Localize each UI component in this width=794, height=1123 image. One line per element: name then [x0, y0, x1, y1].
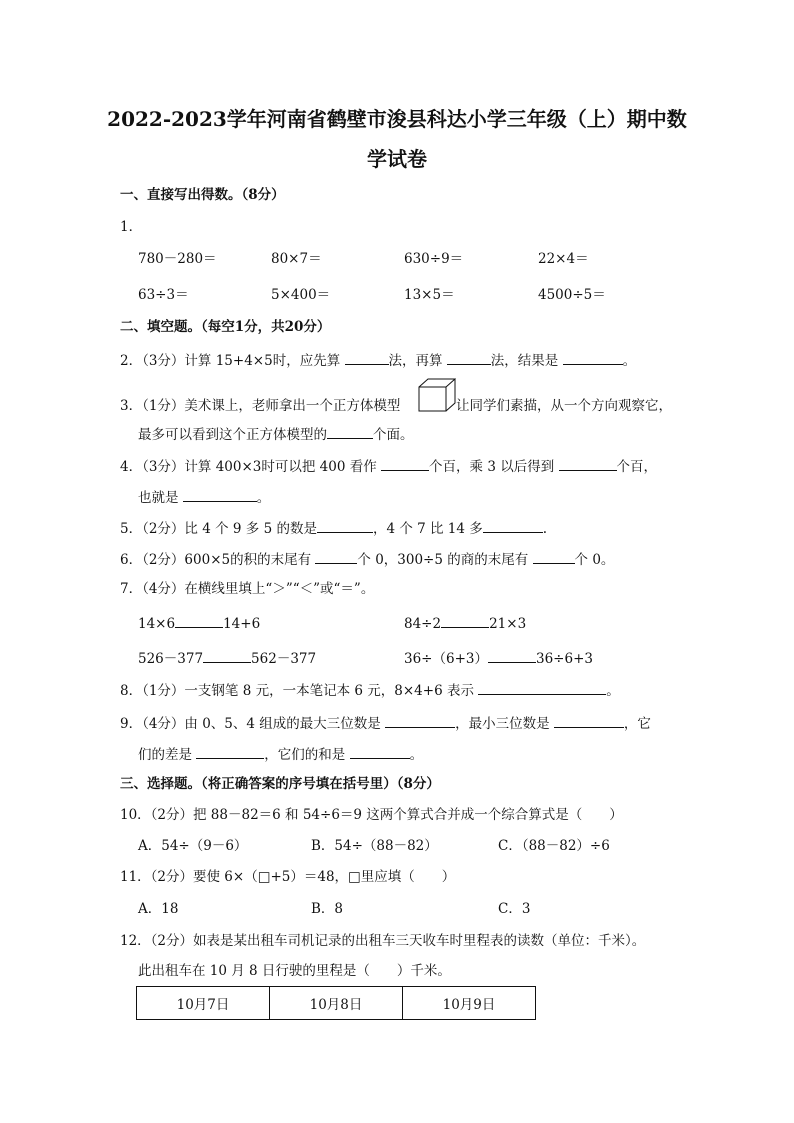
q5-text-c: . [542, 521, 548, 537]
table-header-cell: 10月8日 [270, 987, 403, 1020]
q5-blank-1[interactable] [317, 518, 373, 533]
question-4-line2 [138, 487, 270, 507]
question-9-line2 [138, 744, 423, 764]
q2-blank-3[interactable] [563, 350, 623, 365]
q6-text-c: 个 0。 [574, 552, 615, 568]
q7-item-4 [404, 648, 593, 668]
q5-text-b: ，4 个 7 比 14 多 [372, 521, 483, 537]
q1-r2-c1: 63÷3＝ [138, 287, 189, 303]
question-6 [120, 549, 614, 569]
q2-blank-2[interactable] [447, 350, 491, 365]
q10-option-b[interactable]: B．54÷（88－82） [311, 838, 438, 854]
section-1-heading: 一、直接写出得数。（8分） [120, 187, 285, 203]
question-8 [120, 680, 620, 700]
q9-text-c: ，它 [623, 716, 651, 732]
q4-blank-2[interactable] [559, 456, 617, 471]
page-title-line2: 学试卷 [367, 147, 427, 171]
q8-text-a: 8．（1分）一支钢笔 8 元，一本笔记本 6 元，8×4+6 表示 [120, 683, 474, 699]
q7-item-1-left: 14×6 [138, 616, 176, 632]
q6-blank-1[interactable] [315, 549, 357, 564]
q1-r1-c2: 80×7＝ [271, 251, 322, 267]
question-3-line1-b: 让同学们素描，从一个方向观察它， [456, 398, 672, 414]
q2-text-a: 2．（3分）计算 15+4×5时，应先算 [120, 353, 341, 369]
q7-item-3-right: 562－377 [251, 651, 317, 667]
q11-option-b[interactable]: B．8 [311, 901, 344, 917]
q6-blank-2[interactable] [533, 549, 575, 564]
q7-item-2-left: 84÷2 [404, 616, 442, 632]
question-3-line1-a: 3．（1分）美术课上，老师拿出一个正方体模型 [120, 398, 401, 414]
q3-blank-1[interactable] [327, 424, 373, 439]
q4-blank-1[interactable] [381, 456, 429, 471]
q3-text-d: 个面。 [373, 427, 414, 443]
question-4-line1 [120, 456, 657, 476]
q7-item-4-left: 36÷（6+3） [404, 651, 488, 667]
q7-item-3-left: 526－377 [138, 651, 204, 667]
q10-option-c[interactable]: C．（88－82）÷6 [498, 838, 610, 854]
q7-item-2 [404, 613, 526, 633]
question-3-line2 [138, 424, 414, 444]
q1-r1-c1: 780－280＝ [138, 251, 217, 267]
q7-blank-2[interactable] [441, 613, 489, 628]
q9-blank-2[interactable] [554, 713, 624, 728]
q6-text-b: 个 0，300÷5 的商的末尾有 [357, 552, 529, 568]
q5-blank-2[interactable] [483, 518, 543, 533]
q4-blank-3[interactable] [183, 487, 257, 502]
question-7-stem: 7．（4分）在横线里填上“＞”“＜”或“＝”。 [120, 581, 375, 597]
q1-r1-c3: 630÷9＝ [404, 251, 464, 267]
q1-r1-c4: 22×4＝ [538, 251, 589, 267]
table-header-cell: 10月7日 [137, 987, 270, 1020]
q8-text-b: 。 [606, 683, 620, 699]
q4-text-d: 也就是 [138, 490, 179, 506]
question-2 [120, 350, 636, 370]
q9-blank-1[interactable] [385, 713, 455, 728]
q7-item-3 [138, 648, 316, 668]
q9-text-f: 。 [409, 747, 424, 763]
q8-blank-1[interactable] [478, 680, 606, 695]
q1-r2-c4: 4500÷5＝ [538, 287, 606, 303]
q4-text-c: 个百， [616, 459, 658, 475]
q11-option-c[interactable]: C．3 [498, 901, 531, 917]
q10-option-a[interactable]: A．54÷（9－6） [138, 838, 248, 854]
q2-text-c: 法，结果是 [490, 353, 559, 369]
q9-text-d: 们的差是 [138, 747, 192, 763]
table-row [137, 987, 536, 1020]
q4-text-b: 个百，乘 3 以后得到 [429, 459, 555, 475]
q1-number: 1． [120, 219, 143, 235]
q11-option-a[interactable]: A．18 [138, 901, 179, 917]
q1-r2-c3: 13×5＝ [404, 287, 455, 303]
question-9-line1 [120, 713, 651, 733]
q6-text-a: 6．（2分）600×5的积的末尾有 [120, 552, 312, 568]
q9-text-a: 9．（4分）由 0、5、4 组成的最大三位数是 [120, 716, 381, 732]
q7-item-2-right: 21×3 [489, 616, 527, 632]
q3-text-c: 最多可以看到这个正方体模型的 [138, 427, 327, 443]
q7-item-1-right: 14+6 [223, 616, 261, 632]
question-5 [120, 518, 547, 538]
q5-text-a: 5．（2分）比 4 个 9 多 5 的数是 [120, 521, 317, 537]
q7-item-1 [138, 613, 260, 633]
q9-text-e: ，它们的和是 [264, 747, 346, 763]
table-header-cell: 10月9日 [403, 987, 536, 1020]
q9-blank-4[interactable] [350, 744, 410, 759]
q2-blank-1[interactable] [345, 350, 389, 365]
q7-item-4-right: 36÷6+3 [535, 651, 593, 667]
q1-r2-c2: 5×400＝ [271, 287, 331, 303]
q9-blank-3[interactable] [196, 744, 264, 759]
section-2-heading: 二、填空题。（每空1分，共20分） [120, 319, 331, 335]
q7-blank-3[interactable] [203, 648, 251, 663]
cube-icon [418, 378, 456, 412]
q2-text-b: 法，再算 [388, 353, 443, 369]
q9-text-b: ，最小三位数是 [455, 716, 550, 732]
question-10-stem: 10．（2分）把 88－82＝6 和 54÷6＝9 这两个算式合并成一个综合算式是（ ） [120, 807, 623, 823]
question-11-stem: 11．（2分）要使 6×（□+5）＝48，□里应填（ ） [120, 869, 456, 885]
q2-text-d: 。 [622, 353, 637, 369]
section-3-heading: 三、选择题。（将正确答案的序号填在括号里）（8分） [120, 776, 440, 792]
odometer-table [136, 986, 536, 1020]
page-title-line1: 2022-2023学年河南省鹤壁市浚县科达小学三年级（上）期中数 [107, 107, 687, 131]
q7-blank-4[interactable] [488, 648, 536, 663]
q4-text-e: 。 [256, 490, 271, 506]
q7-blank-1[interactable] [175, 613, 223, 628]
q4-text-a: 4．（3分）计算 400×3时可以把 400 看作 [120, 459, 377, 475]
question-12-stem2: 此出租车在 10 月 8 日行驶的里程是（ ）千米。 [138, 963, 451, 979]
question-12-stem: 12．（2分）如表是某出租车司机记录的出租车三天收车时里程表的读数（单位：千米）。 [120, 933, 646, 949]
